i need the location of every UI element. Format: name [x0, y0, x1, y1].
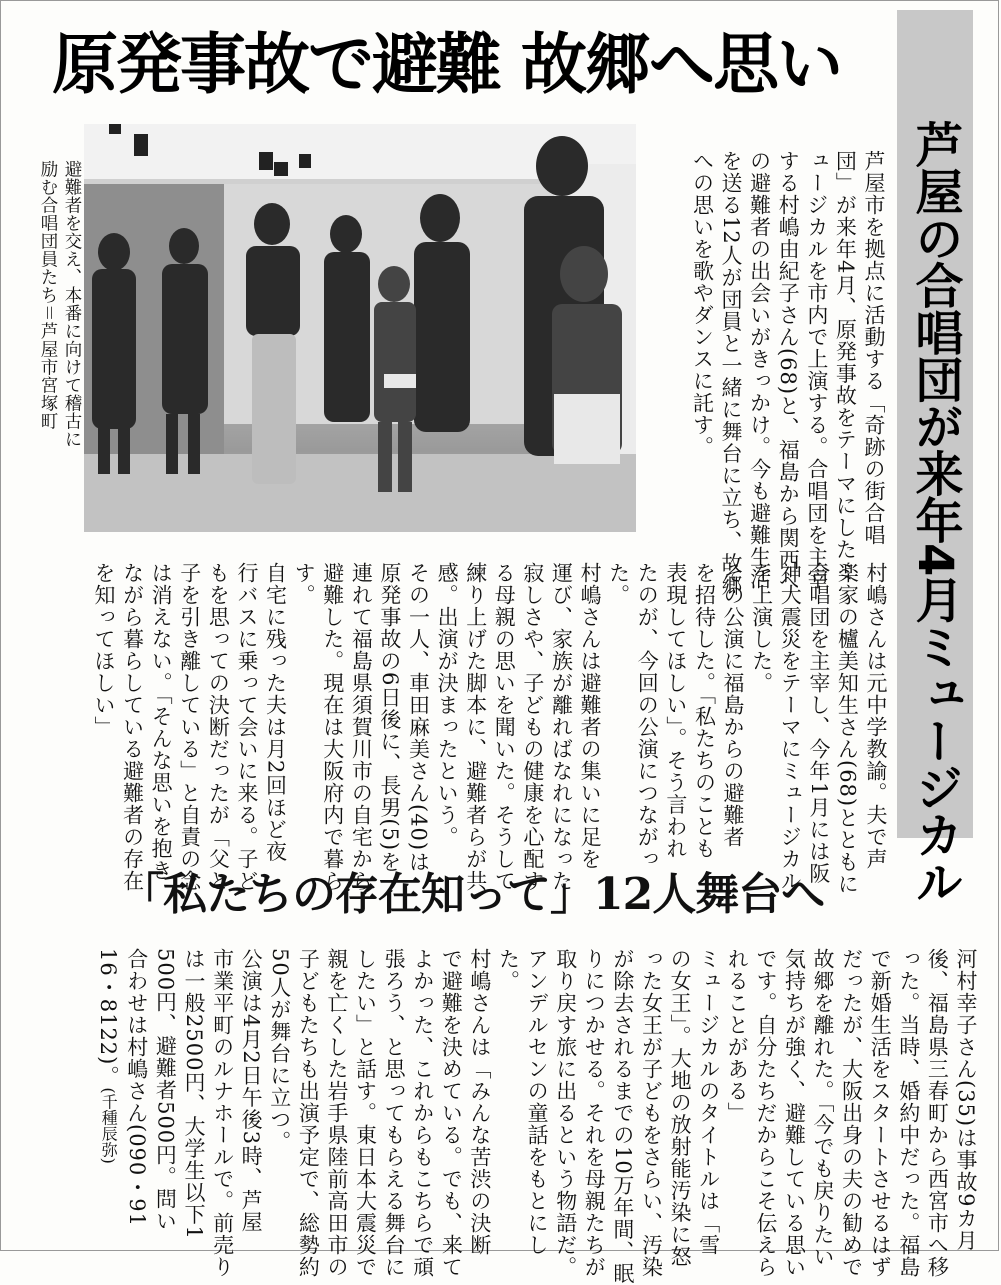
text-line: 合唱団を主宰し、今年1月には阪 [806, 562, 831, 885]
text-line: 避難した。現在は大阪府内で暮ら [320, 562, 345, 892]
text-line: ミュージカルのタイトルは「雪 [696, 948, 721, 1256]
text-line: 公演は4月2日午後3時、芦屋 [239, 948, 264, 1234]
text-line: 寂しさや、子どもの健康を心配す [520, 562, 545, 892]
text-line: 気持ちが強く、避難している思い [782, 948, 807, 1278]
text-line: 連れて福島県須賀川市の自宅から [349, 562, 374, 892]
text-line: ュージカルを市内で上演する。合唱団を主宰 [804, 150, 829, 590]
text-line: 団」が来年4月、原発事故をテーマにしたミ [833, 150, 858, 583]
caption-line: 励む合唱団員たち＝芦屋市宮塚町 [38, 160, 58, 430]
side-headline: 芦屋の合唱団が来年4月ミュージカル [907, 120, 963, 905]
caption-line: 避難者を交え、本番に向けて稽古に [62, 160, 82, 448]
text-line: 後、福島県三春町から西宮市へ移 [925, 948, 950, 1278]
text-line: 神大震災をテーマにミュージカル [778, 562, 803, 892]
text-line: 合わせは村嶋さん(090・91 [124, 948, 149, 1227]
text-line: だったが、大阪出身の夫の勧めで [839, 948, 864, 1278]
text-line: への思いを歌やダンスに託す。 [690, 150, 715, 458]
choir-photo-illustration [84, 124, 636, 532]
text-line: 芦屋市を拠点に活動する「奇跡の街合唱 [862, 150, 886, 546]
text-line: 村嶋さんは避難者の集いに足を [578, 562, 603, 870]
text-line: よかった、これからもこちらで頑 [410, 948, 435, 1278]
text-line: の避難者の出会いがきっかけ。今も避難生活 [747, 150, 772, 590]
text-line: 行バスに乗って会いに来る。子ど [234, 562, 259, 892]
text-line: す。 [292, 562, 317, 606]
text-line: りにつかせる。それを母親たちが [582, 948, 607, 1278]
sub-headline: 「私たちの存在知って」12人舞台へ [120, 869, 825, 920]
text-line: です。自分たちだからこそ伝えら [753, 948, 778, 1278]
text-line: 自宅に残った夫は月2回ほど夜 [263, 562, 288, 863]
text-line: た。 [606, 562, 631, 606]
text-line: 感。出演が決まったという。 [435, 562, 460, 848]
text-line: 表現してほしい」。そう言われ [663, 562, 688, 860]
text-line: ながら暮らしている避難者の存在 [120, 562, 145, 892]
text-line: たのが、今回の公演につながっ [635, 562, 660, 870]
text-line: で避難を決めている。でも、来て [439, 948, 464, 1278]
text-line: を知ってほしい」 [91, 562, 116, 738]
text-line: 運び、家族が離ればなれになった [549, 562, 574, 892]
text-line: その公演に福島からの避難者 [721, 562, 746, 848]
text-line: 16・8122)。 [96, 948, 121, 1088]
text-line: する村嶋由紀子さん(68)と、福島から関西へ [776, 150, 801, 594]
text-line: 原発事故の6日後に、長男(5)を [377, 562, 402, 874]
text-line: った女王が子どもをさらい、汚染 [639, 948, 664, 1278]
text-line: 親を亡くした岩手県陸前高田市の [324, 948, 349, 1278]
text-line: を上演した。 [749, 562, 774, 694]
text-line: が除去されるまでの10万年間、眠 [610, 948, 635, 1285]
text-line: 故郷を離れた。「今でも戻りたい [811, 948, 836, 1268]
text-line: 河村幸子さん(35)は事故9カ月 [954, 948, 978, 1252]
main-headline: 原発事故で避難 故郷へ思い [52, 26, 841, 103]
text-line: る母親の思いを聞いた。そうして [492, 562, 517, 892]
text-line: もを思っての決断だったが「父と [206, 562, 231, 892]
text-line: 子を引き離している」と自責の念 [177, 562, 202, 892]
text-line: 楽家の櫨美知生さん(68)とともに [835, 562, 860, 896]
text-line: った。当時、婚約中だった。福島 [896, 948, 921, 1278]
text-line: 500円、避難者500円。問い [153, 948, 178, 1233]
byline: (千種辰弥) [99, 1087, 119, 1164]
lead-paragraph [640, 150, 888, 597]
text-line: の女王」。大地の放射能汚染に怒 [668, 948, 693, 1268]
text-line: 50人が舞台に立つ。 [267, 948, 292, 1153]
bottom-body-text [62, 948, 980, 1285]
text-line: を招待した。「私たちのことも [692, 562, 717, 860]
text-line: た。 [496, 948, 521, 992]
text-line: れることがある」 [725, 948, 750, 1124]
text-line: その一人、車田麻美さん(40)は [406, 562, 431, 874]
text-line: 取り戻す旅に出るという物語だ。 [553, 948, 578, 1278]
text-line: 村嶋さんは元中学教諭。夫で声 [864, 562, 888, 870]
text-line: 市業平町のルナホールで。前売り [210, 948, 235, 1278]
text-line: 張ろう、と思ってもらえる舞台に [382, 948, 407, 1278]
text-line: 村嶋さんは「みんな苦渋の決断 [467, 948, 492, 1256]
text-line: したい」と話す。東日本大震災で [353, 948, 378, 1278]
photo-caption [34, 160, 84, 490]
text-line: 練り上げた脚本に、避難者らが共 [463, 562, 488, 892]
text-line: は一般2500円、大学生以下1 [181, 948, 206, 1240]
text-line: を送る12人が団員と一緒に舞台に立ち、故郷 [719, 150, 744, 597]
choir-photo [84, 124, 636, 532]
text-line: で新婚生活をスタートさせるはず [868, 948, 893, 1278]
text-line: アンデルセンの童話をもとにし [525, 948, 550, 1256]
text-line: は消えない。「そんな思いを抱き [149, 562, 174, 882]
text-line: 子どもたちも出演予定で、総勢約 [296, 948, 321, 1278]
